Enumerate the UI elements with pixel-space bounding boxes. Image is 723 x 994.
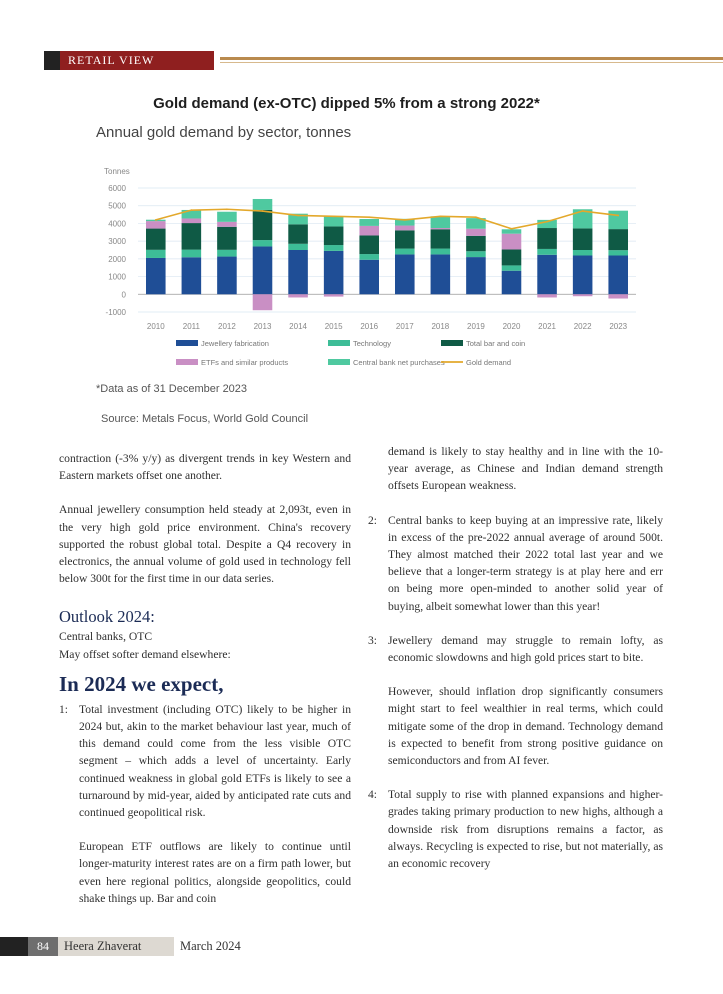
list-item	[368, 512, 663, 615]
line-point	[190, 209, 192, 211]
bar-segment	[431, 216, 451, 228]
chart-subtitle: Annual gold demand by sector, tonnes	[96, 124, 352, 141]
x-tick-label: 2022	[573, 322, 592, 331]
bar-segment	[466, 257, 486, 294]
outlook-line: Central banks, OTC	[59, 630, 153, 644]
legend-swatch	[441, 340, 463, 346]
bar-segment	[324, 245, 344, 251]
legend-label: Central bank net purchases	[353, 358, 445, 367]
line-point	[262, 210, 264, 212]
line-point	[368, 216, 370, 218]
bar-segment	[431, 249, 451, 255]
legend-label: Technology	[353, 339, 391, 348]
legend-label: Gold demand	[466, 358, 512, 367]
y-tick-label: 4000	[108, 219, 126, 229]
line-point	[155, 219, 157, 221]
bar-segment	[324, 294, 344, 296]
legend-label: Total bar and coin	[466, 339, 526, 348]
bar-segment	[146, 221, 166, 228]
bar-segment	[253, 210, 273, 240]
list-text-continued: demand is likely to stay healthy and in line with the 10-year average, as Chinese and Indian demand strength offsets European weakness.	[388, 445, 663, 493]
x-tick-label: 2012	[218, 322, 236, 331]
bar-segment	[537, 228, 557, 249]
bar-segment	[253, 240, 273, 246]
x-tick-label: 2017	[395, 322, 414, 331]
section-header-bar	[44, 51, 723, 70]
line-point	[546, 221, 548, 223]
bar-segment	[395, 226, 415, 231]
bar-segment	[146, 250, 166, 258]
bar-segment	[608, 211, 628, 229]
bar-segment	[324, 226, 344, 245]
legend-label: Jewellery fabrication	[201, 339, 269, 348]
bar-segment	[395, 254, 415, 294]
list-item	[368, 632, 663, 666]
list-text: Total supply to rise with planned expansions and higher-grades taking primary production to new highs, although a downside risk from disruptions remains a factor, as always. Recycling is expected to rise, but not materially, as an economic recovery	[388, 788, 663, 871]
list-text: Jewellery demand may struggle to remain lofty, as economic slowdowns and high gold prices start to bite.	[388, 633, 663, 665]
bar-segment	[395, 249, 415, 255]
x-tick-label: 2021	[538, 322, 556, 331]
gold-demand-chart	[96, 160, 656, 375]
bar-segment	[288, 244, 308, 250]
bar-segment	[466, 251, 486, 257]
bar-segment	[502, 271, 522, 295]
outlook-heading: Outlook 2024:	[59, 607, 155, 627]
list-number: 1:	[59, 702, 69, 716]
bar-segment	[608, 229, 628, 250]
line-point	[333, 215, 335, 217]
bar-segment	[466, 229, 486, 236]
x-tick-label: 2023	[609, 322, 628, 331]
list-text-continued: European ETF outflows are likely to continue until longer-maturity interest rates are on a firm path lower, but even here regional politics, alongside geopolitics, could shake things up. Bar and coin	[79, 840, 351, 905]
bar-segment	[146, 229, 166, 250]
line-point	[475, 216, 477, 218]
bar-segment	[288, 224, 308, 243]
bar-segment	[253, 199, 273, 210]
list-text: Central banks to keep buying at an impressive rate, likely in excess of the pre-2022 annual average of around 500t. They almost matched their 2022 total last year and we believe that a longer-term strategy is at play here and err on being more open-minded to another solid year of buying, albeit somewhat lower than this year!	[388, 513, 663, 613]
bar-segment	[466, 236, 486, 251]
paragraph: Annual jewellery consumption held steady at 2,093t, even in the very high gold price environment. China's recovery supported the robust global total. Despite a Q4 recovery in electronics, the annual volume of gold used in technology fell below 300t for the first time in our data series.	[59, 503, 351, 586]
bar-segment	[288, 250, 308, 294]
bar-segment	[182, 250, 202, 258]
line-point	[582, 210, 584, 212]
bar-segment	[288, 294, 308, 297]
bar-segment	[217, 250, 237, 257]
bar-segment	[217, 227, 237, 250]
bar-segment	[573, 250, 593, 255]
bar-segment	[431, 228, 451, 229]
line-point	[511, 228, 513, 230]
bar-segment	[431, 229, 451, 248]
x-tick-label: 2016	[360, 322, 379, 331]
expect-heading: In 2024 we expect,	[59, 671, 224, 696]
bar-segment	[537, 249, 557, 255]
bar-segment	[217, 222, 237, 227]
bar-segment	[217, 257, 237, 295]
bar-segment	[608, 294, 628, 298]
line-point	[617, 215, 619, 217]
x-tick-label: 2019	[467, 322, 485, 331]
bar-segment	[182, 257, 202, 294]
bar-segment	[608, 255, 628, 294]
legend-label: ETFs and similar products	[201, 358, 289, 367]
legend-swatch	[176, 340, 198, 346]
x-tick-label: 2018	[431, 322, 450, 331]
footer-edge	[0, 937, 28, 956]
y-tick-label: 1000	[108, 272, 126, 282]
chart-source: Source: Metals Focus, World Gold Council	[101, 413, 309, 425]
line-point	[404, 219, 406, 221]
line-point	[439, 215, 441, 217]
line-point	[297, 215, 299, 217]
bar-segment	[395, 230, 415, 248]
left-column	[59, 450, 351, 907]
x-tick-label: 2013	[253, 322, 272, 331]
bar-segment	[253, 246, 273, 294]
chart-note: *Data as of 31 December 2023	[96, 383, 248, 395]
bar-segment	[359, 260, 379, 295]
bar-segment	[502, 234, 522, 250]
legend-swatch	[176, 359, 198, 365]
bar-segment	[359, 219, 379, 226]
legend-swatch	[328, 359, 350, 365]
page-number: 84	[28, 937, 58, 956]
bar-segment	[502, 249, 522, 265]
page-footer	[0, 937, 723, 956]
list-text-continued: However, should inflation drop significantly consumers might start to feel wealthier in real terms, which could mitigate some of the drop in demand. Technology demand is expected to benefit from strong positive guidance on semiconductors and from AI fever.	[388, 685, 663, 768]
bar-segment	[502, 265, 522, 270]
y-tick-label: 0	[121, 290, 126, 300]
line-point	[226, 208, 228, 210]
y-axis-label: Tonnes	[104, 167, 130, 176]
bar-segment	[359, 254, 379, 260]
bar-segment	[217, 212, 237, 222]
bar-segment	[608, 250, 628, 255]
y-tick-label: -1000	[105, 308, 126, 317]
x-tick-label: 2010	[146, 322, 165, 331]
legend-swatch	[328, 340, 350, 346]
bar-segment	[537, 294, 557, 297]
outlook-line: May offset softer demand elsewhere:	[59, 647, 231, 661]
y-tick-label: 3000	[108, 237, 126, 247]
bar-segment	[182, 218, 202, 223]
list-item	[59, 701, 351, 821]
bar-segment	[359, 235, 379, 254]
x-tick-label: 2011	[182, 322, 200, 331]
bar-segment	[573, 228, 593, 250]
chart-title: Gold demand (ex-OTC) dipped 5% from a strong 2022*	[153, 95, 540, 112]
list-item	[368, 786, 663, 872]
y-tick-label: 5000	[108, 201, 126, 211]
bar-segment	[182, 223, 202, 250]
right-column	[368, 443, 663, 872]
list-number: 2:	[368, 513, 378, 527]
list-text: Total investment (including OTC) likely to be higher in 2024 but, akin to the market behaviour last year, much of this demand could come from the less visible OTC segment – which adds a level of uncertainty. Early continued weakness in global gold ETFs is likely to see a turnaround by mid-year, aided by anticipated rate cuts and continued geopolitical risk.	[79, 702, 351, 820]
paragraph: contraction (-3% y/y) as divergent trends in key Western and Eastern markets offset one another.	[59, 452, 351, 483]
bar-segment	[431, 254, 451, 294]
y-tick-label: 2000	[108, 254, 126, 264]
bar-segment	[359, 226, 379, 236]
section-rule-thin	[220, 62, 723, 63]
bar-segment	[324, 216, 344, 226]
y-tick-label: 6000	[108, 184, 126, 193]
magazine-name: Heera Zhaverat	[58, 937, 174, 956]
section-rule	[220, 57, 723, 60]
section-bar-cap	[44, 51, 60, 70]
bar-segment	[146, 258, 166, 294]
bar-segment	[502, 229, 522, 233]
bar-segment	[324, 251, 344, 294]
section-tag: RETAIL VIEW	[60, 51, 214, 70]
x-tick-label: 2015	[324, 322, 343, 331]
bar-segment	[253, 294, 273, 310]
x-tick-label: 2020	[502, 322, 521, 331]
issue-date: March 2024	[180, 939, 241, 953]
bar-segment	[573, 255, 593, 294]
list-number: 3:	[368, 633, 378, 647]
bar-segment	[573, 294, 593, 296]
x-tick-label: 2014	[289, 322, 307, 331]
list-number: 4:	[368, 788, 378, 802]
bar-segment	[537, 255, 557, 295]
